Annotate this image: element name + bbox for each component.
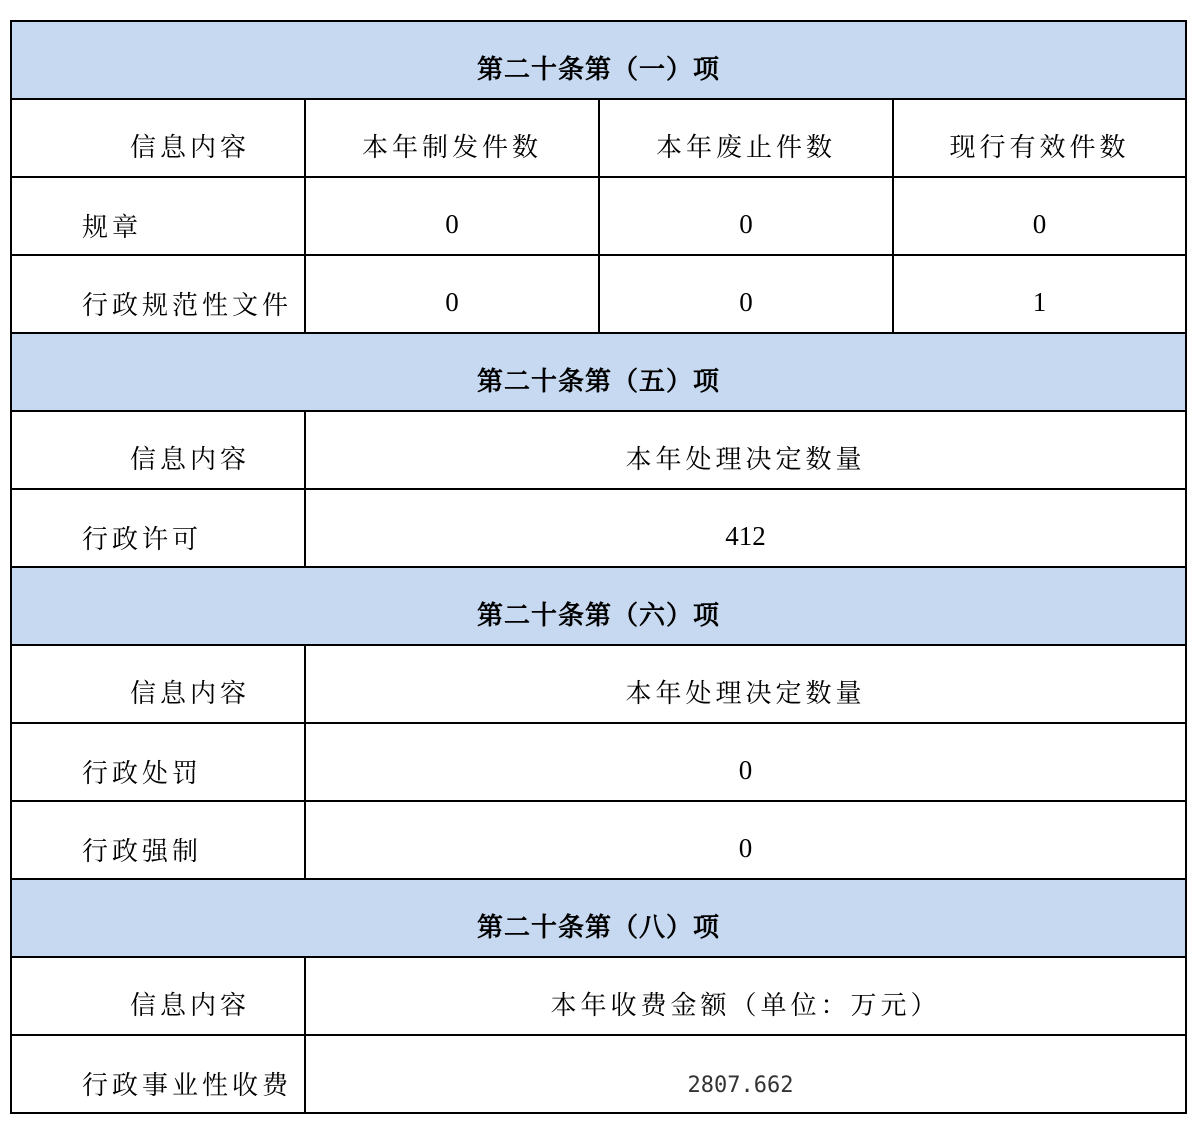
header-repealed-count: 本年废止件数 [599,99,893,177]
cell-value: 2807.662 [305,1035,1186,1113]
cell-value: 0 [305,255,599,333]
table-row [11,489,1186,567]
row-label: 规章 [11,177,305,255]
header-info-content: 信息内容 [11,411,305,489]
row-label: 行政许可 [11,489,305,567]
table-row [11,801,1186,879]
row-label: 行政处罚 [11,723,305,801]
header-valid-count: 现行有效件数 [893,99,1186,177]
column-header-row [11,957,1186,1035]
section-title: 第二十条第（六）项 [11,567,1186,645]
disclosure-table-page [10,20,1185,1114]
column-header-row [11,99,1186,177]
column-header-row [11,411,1186,489]
cell-value: 0 [305,801,1186,879]
header-decision-count: 本年处理决定数量 [305,645,1186,723]
section-header-row [11,333,1186,411]
section-title: 第二十条第（五）项 [11,333,1186,411]
cell-value: 0 [599,255,893,333]
header-fee-amount: 本年收费金额（单位：万元） [305,957,1186,1035]
section-header-row [11,567,1186,645]
section-header-row [11,21,1186,99]
section-title: 第二十条第（一）项 [11,21,1186,99]
row-label: 行政事业性收费 [11,1035,305,1113]
column-header-row [11,645,1186,723]
header-info-content: 信息内容 [11,645,305,723]
cell-value: 0 [305,177,599,255]
header-decision-count: 本年处理决定数量 [305,411,1186,489]
cell-value: 412 [305,489,1186,567]
row-label: 行政强制 [11,801,305,879]
cell-value: 0 [893,177,1186,255]
table-row [11,1035,1186,1113]
row-label: 行政规范性文件 [11,255,305,333]
section-title: 第二十条第（八）项 [11,879,1186,957]
header-issued-count: 本年制发件数 [305,99,599,177]
table-row [11,723,1186,801]
cell-value: 1 [893,255,1186,333]
section-header-row [11,879,1186,957]
header-info-content: 信息内容 [11,957,305,1035]
table-row [11,177,1186,255]
cell-value: 0 [305,723,1186,801]
government-info-disclosure-table [10,20,1187,1114]
cell-value: 0 [599,177,893,255]
header-info-content: 信息内容 [11,99,305,177]
table-row [11,255,1186,333]
